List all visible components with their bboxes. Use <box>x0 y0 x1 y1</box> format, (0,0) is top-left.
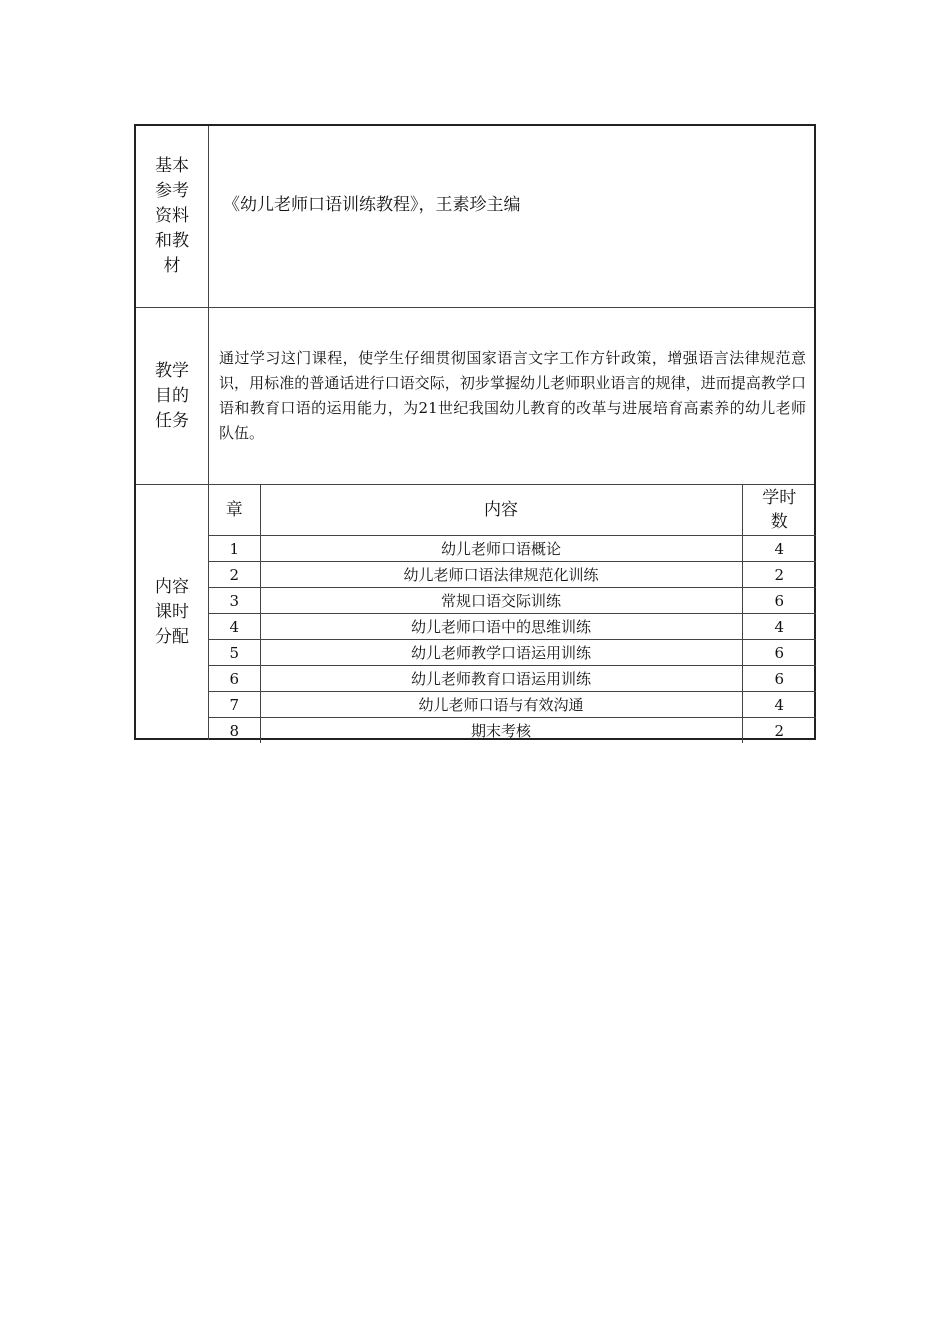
allocation-row <box>136 485 814 740</box>
table-row <box>209 692 816 718</box>
chapter-cell: 5 <box>209 640 260 666</box>
content-cell: 幼儿老师教学口语运用训练 <box>260 640 742 666</box>
content-cell: 常规口语交际训练 <box>260 588 742 614</box>
hours-cell: 2 <box>742 718 816 744</box>
content-cell: 期末考核 <box>260 718 742 744</box>
objectives-row <box>136 308 814 485</box>
table-row <box>209 536 816 562</box>
content-cell: 幼儿老师口语法律规范化训练 <box>260 562 742 588</box>
hours-cell: 4 <box>742 536 816 562</box>
chapter-cell: 4 <box>209 614 260 640</box>
content-cell: 幼儿老师口语概论 <box>260 536 742 562</box>
allocation-label <box>136 485 209 740</box>
objectives-content: 通过学习这门课程，使学生仔细贯彻国家语言文字工作方针政策，增强语言法律规范意识，用标准的普通话进行口语交际，初步掌握幼儿老师职业语言的规律，进而提高教学口语和教育口语的运用能力，为21世纪我国幼儿教育的改革与进展培育高素养的幼儿老师队伍。 <box>219 349 806 442</box>
chapter-header: 章 <box>209 485 260 536</box>
chapter-cell: 6 <box>209 666 260 692</box>
chapter-cell: 7 <box>209 692 260 718</box>
chapter-cell: 1 <box>209 536 260 562</box>
table-row <box>209 640 816 666</box>
table-row <box>209 666 816 692</box>
hours-cell: 6 <box>742 640 816 666</box>
table-row <box>209 562 816 588</box>
course-info-table <box>134 124 816 740</box>
content-cell: 幼儿老师口语与有效沟通 <box>260 692 742 718</box>
allocation-content <box>209 485 814 740</box>
chapter-cell: 2 <box>209 562 260 588</box>
objectives-label <box>136 308 209 484</box>
content-cell: 幼儿老师教育口语运用训练 <box>260 666 742 692</box>
hours-header <box>742 485 816 536</box>
hours-cell: 6 <box>742 666 816 692</box>
hours-table-header <box>209 485 816 536</box>
hours-cell: 4 <box>742 692 816 718</box>
hours-header-text: 学时数 <box>762 488 797 532</box>
content-cell: 幼儿老师口语中的思维训练 <box>260 614 742 640</box>
references-text: 《幼儿老师口语训练教程》，王素珍主编 <box>223 195 521 215</box>
table-row <box>209 614 816 640</box>
hours-cell: 2 <box>742 562 816 588</box>
hours-cell: 6 <box>742 588 816 614</box>
table-row <box>209 718 816 744</box>
content-header: 内容 <box>260 485 742 536</box>
references-content <box>209 126 814 307</box>
references-label-text: 基本参考资料和教材 <box>155 156 189 276</box>
objectives-label-text: 教学目的任务 <box>155 360 189 431</box>
allocation-label-text: 内容课时分配 <box>155 577 189 647</box>
references-row <box>136 126 814 308</box>
chapter-cell: 3 <box>209 588 260 614</box>
hours-cell: 4 <box>742 614 816 640</box>
table-row <box>209 588 816 614</box>
chapter-cell: 8 <box>209 718 260 744</box>
references-label <box>136 126 209 307</box>
hours-table <box>209 485 816 743</box>
